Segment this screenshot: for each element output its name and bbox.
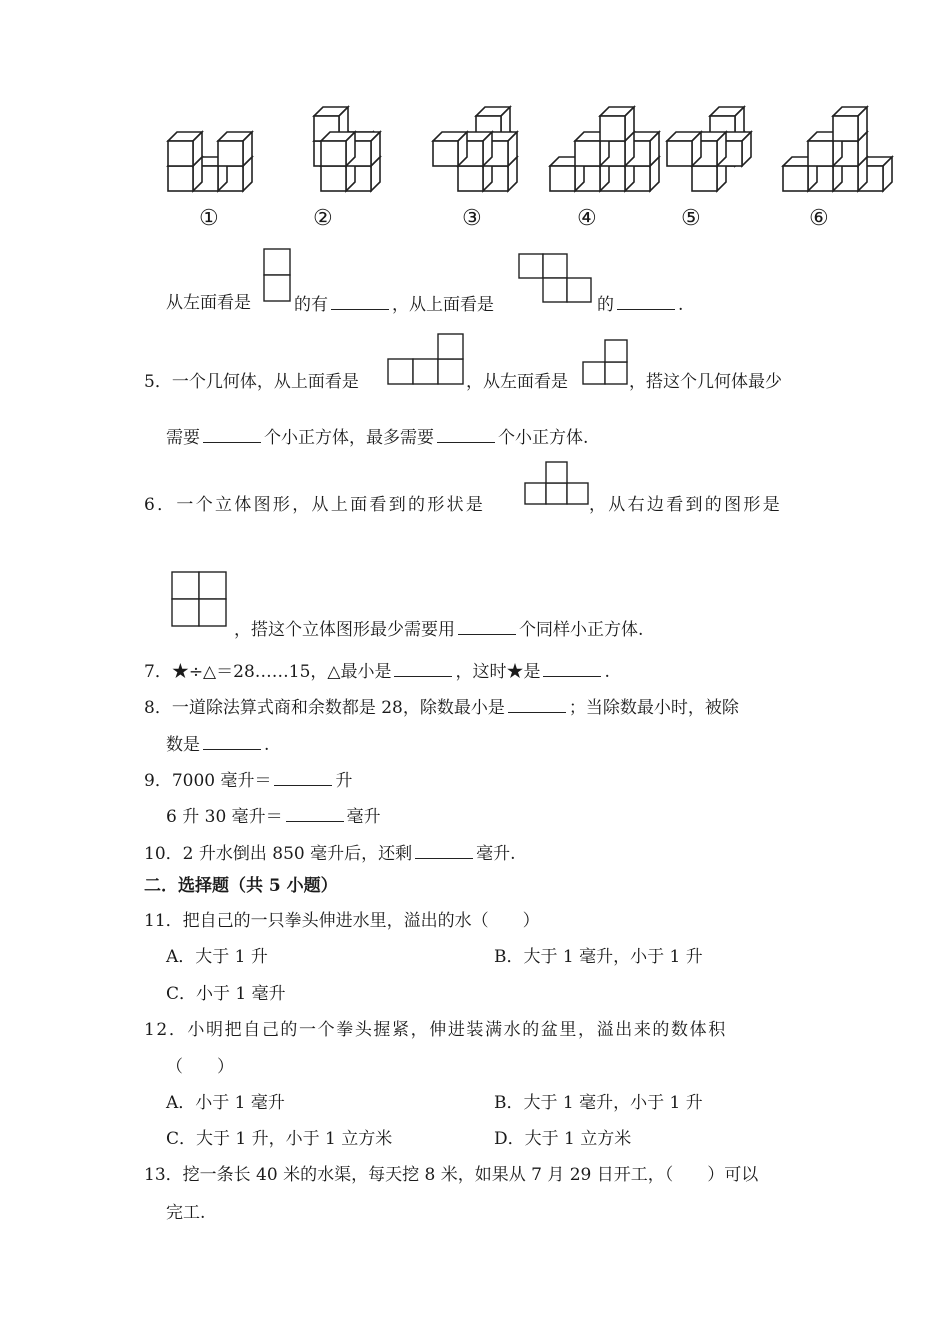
figure-label-3: ③ bbox=[462, 206, 482, 231]
unit-cube bbox=[433, 132, 467, 166]
q7-b: ，这时★是 bbox=[455, 662, 541, 682]
unit-cube bbox=[600, 107, 634, 141]
q5-line1-c: ，搭这个几何体最少 bbox=[629, 372, 782, 392]
q9-blank-2[interactable] bbox=[286, 805, 344, 822]
q6-line2-a: ，搭这个立体图形最少需要用 bbox=[234, 620, 455, 640]
q5-line2-a: 需要 bbox=[166, 428, 200, 448]
q5-line1-b: ，从左面看是 bbox=[466, 372, 568, 392]
q9-line1 bbox=[144, 769, 352, 791]
q6-line2 bbox=[234, 618, 643, 640]
q5-line2-b: 个小正方体，最多需要 bbox=[264, 428, 434, 448]
figure-label-6: ⑥ bbox=[809, 206, 829, 231]
q4-text-2 bbox=[294, 293, 494, 315]
q8-line2-a: 数是 bbox=[166, 735, 200, 755]
q5-left-view-icon bbox=[582, 340, 630, 398]
q4-text-4 bbox=[597, 293, 683, 315]
q4-text-3: ，从上面看是 bbox=[392, 295, 494, 315]
q10-line bbox=[144, 842, 516, 864]
q9-line2 bbox=[166, 805, 381, 827]
q5-line2 bbox=[166, 426, 588, 448]
q12-option-c[interactable]: C．大于 1 升，小于 1 立方米 bbox=[166, 1129, 393, 1149]
q6-right-view-icon bbox=[171, 571, 231, 631]
q4-blank-2[interactable] bbox=[617, 293, 675, 310]
q8-line2 bbox=[166, 733, 269, 755]
figure-label-5: ⑤ bbox=[681, 206, 701, 231]
q4-text-2-label: 的有 bbox=[294, 295, 328, 315]
q6-blank[interactable] bbox=[458, 618, 516, 635]
unit-cube bbox=[833, 107, 867, 141]
q6-line1-b: ，从右边看到的图形是 bbox=[589, 495, 782, 515]
q7-blank-2[interactable] bbox=[543, 660, 601, 677]
top-view-icon bbox=[518, 253, 598, 309]
q10-a: 10．2 升水倒出 850 毫升后，还剩 bbox=[144, 844, 413, 864]
q9-blank-1[interactable] bbox=[274, 769, 332, 786]
q5-blank-1[interactable] bbox=[203, 426, 261, 443]
q12-paren: （ ） bbox=[166, 1057, 234, 1077]
q4-text-1: 从左面看是 bbox=[166, 293, 251, 313]
q7-c: . bbox=[604, 662, 610, 682]
q9-line2-b: 毫升 bbox=[346, 807, 381, 827]
q11-option-c[interactable]: C．小于 1 毫升 bbox=[166, 984, 286, 1004]
q5-blank-2[interactable] bbox=[437, 426, 495, 443]
q7-blank-1[interactable] bbox=[394, 660, 452, 677]
q6-top-view-icon bbox=[524, 462, 594, 510]
q12-option-d[interactable]: D．大于 1 立方米 bbox=[494, 1129, 632, 1149]
q10-blank[interactable] bbox=[415, 842, 473, 859]
unit-cube bbox=[321, 132, 355, 166]
q12-stem: 12．小明把自己的一个拳头握紧，伸进装满水的盆里，溢出来的数体积 bbox=[144, 1020, 727, 1040]
q13-line2: 完工. bbox=[166, 1203, 206, 1223]
q8-blank-1[interactable] bbox=[508, 696, 566, 713]
unit-cube bbox=[667, 132, 701, 166]
q4-blank-1[interactable] bbox=[331, 293, 389, 310]
q12-option-b[interactable]: B．大于 1 毫升，小于 1 升 bbox=[494, 1093, 703, 1113]
q6-line2-b: 个同样小正方体. bbox=[519, 620, 644, 640]
q8-blank-2[interactable] bbox=[203, 733, 261, 750]
q5-line1-a: 5．一个几何体，从上面看是 bbox=[144, 372, 359, 392]
unit-cube bbox=[218, 132, 252, 166]
q12-option-a[interactable]: A．小于 1 毫升 bbox=[166, 1093, 285, 1113]
q11-stem: 11．把自己的一只拳头伸进水里，溢出的水（ ） bbox=[144, 911, 540, 931]
q8-line1-a: 8．一道除法算式商和余数都是 28，除数最小是 bbox=[144, 698, 505, 718]
figure-label-1: ① bbox=[199, 206, 219, 231]
q5-line2-c: 个小正方体. bbox=[498, 428, 589, 448]
q8-line1 bbox=[144, 696, 739, 718]
q10-b: 毫升. bbox=[476, 844, 516, 864]
left-view-icon bbox=[263, 248, 293, 304]
q4-text-4-label: 的 bbox=[597, 295, 614, 315]
cube-figures bbox=[0, 0, 950, 200]
q11-option-b[interactable]: B．大于 1 毫升，小于 1 升 bbox=[494, 947, 703, 967]
figure-label-2: ② bbox=[313, 206, 333, 231]
q8-line2-b: . bbox=[264, 735, 270, 755]
q5-top-view-icon bbox=[387, 332, 467, 390]
q11-option-a[interactable]: A．大于 1 升 bbox=[166, 947, 268, 967]
q7-line bbox=[144, 660, 610, 682]
figure-label-4: ④ bbox=[577, 206, 597, 231]
q13-stem: 13．挖一条长 40 米的水渠，每天挖 8 米，如果从 7 月 29 日开工，（ ）可以 bbox=[144, 1165, 759, 1185]
q9-line2-a: 6 升 30 毫升＝ bbox=[166, 807, 283, 827]
unit-cube bbox=[168, 132, 202, 166]
section-2-title: 二．选择题（共 5 小题） bbox=[144, 876, 338, 896]
q7-a: 7．★÷△＝28……15，△最小是 bbox=[144, 662, 392, 682]
q4-text-5: . bbox=[678, 295, 684, 315]
q6-line1-a: 6．一个立体图形，从上面看到的形状是 bbox=[144, 495, 486, 515]
q9-line1-a: 9．7000 毫升＝ bbox=[144, 771, 272, 791]
q8-line1-b: ；当除数最小时，被除 bbox=[568, 698, 739, 718]
q9-line1-b: 升 bbox=[335, 771, 353, 791]
